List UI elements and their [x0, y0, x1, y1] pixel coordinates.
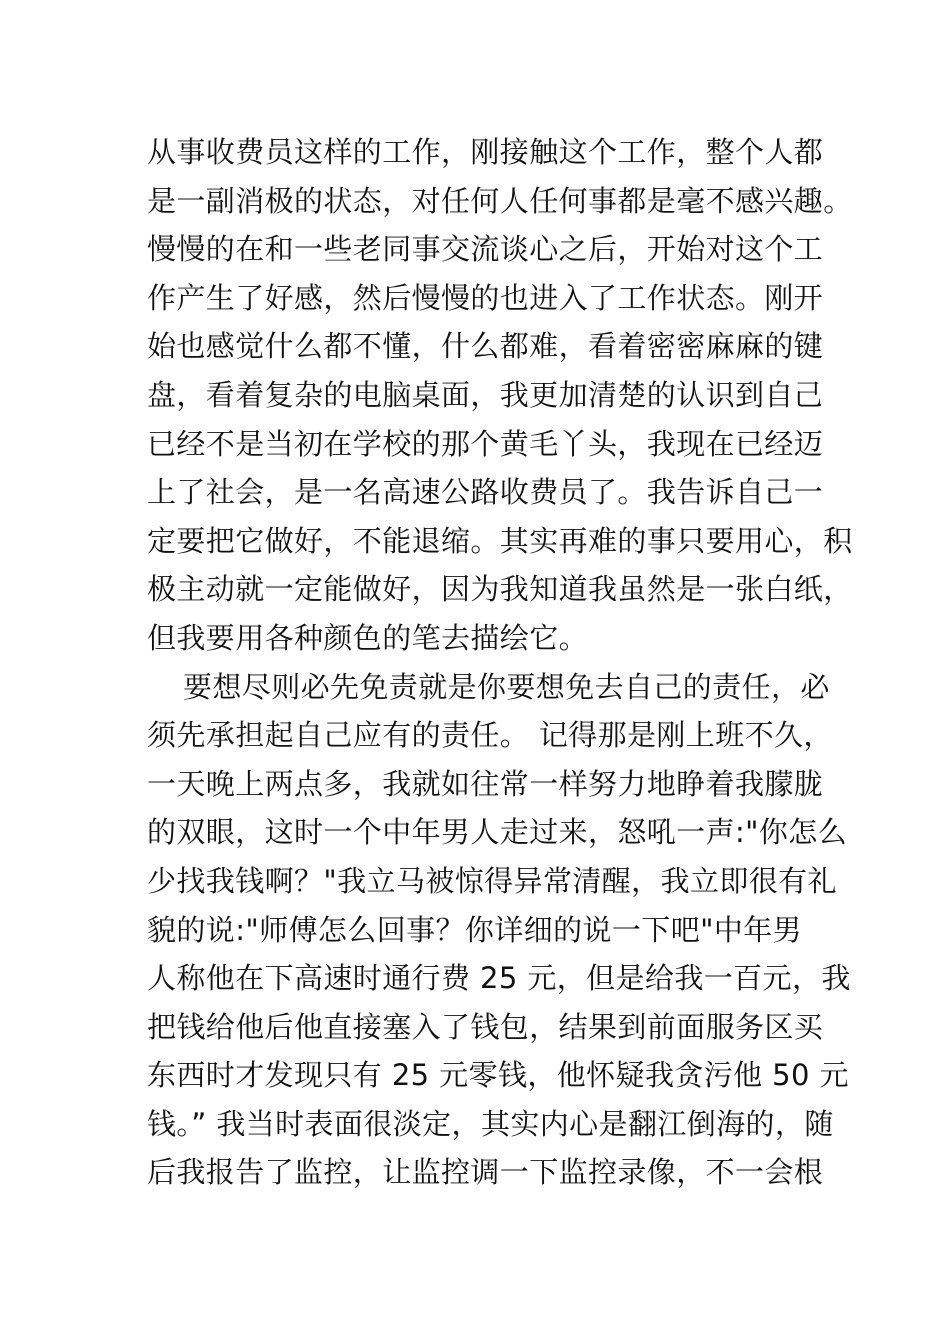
- text-line: 定要把它做好，不能退缩。其实再难的事只要用心，积: [147, 523, 853, 558]
- text-line: 须先承担起自己应有的责任。 记得那是刚上班不久，: [147, 718, 833, 753]
- text-line: 但我要用各种颜色的笔去描绘它。: [147, 620, 589, 655]
- text-line: 极主动就一定能做好，因为我知道我虽然是一张白纸，: [147, 572, 853, 607]
- text-line: 一天晚上两点多，我就如往常一样努力地睁着我朦胧: [147, 766, 824, 801]
- text-line: 已经不是当初在学校的那个黄毛丫头，我现在已经迈: [147, 426, 824, 461]
- text-line: 把钱给他后他直接塞入了钱包，结果到前面服务区买: [147, 1009, 824, 1044]
- text-line: 从事收费员这样的工作，刚接触这个工作，整个人都: [147, 135, 824, 169]
- text-line: 东西时才发现只有 25 元零钱，他怀疑我贪污他 50 元: [147, 1058, 849, 1093]
- text-line: 盘，看着复杂的电脑桌面，我更加清楚的认识到自己: [147, 377, 824, 412]
- text-line: 的双眼，这时一个中年男人走过来，怒吼一声:"你怎么: [147, 815, 848, 850]
- text-line: 作产生了好感，然后慢慢的也进入了工作状态。刚开: [147, 280, 824, 315]
- text-line: 后我报告了监控，让监控调一下监控录像，不一会根: [147, 1155, 824, 1190]
- body-text: [147, 128, 853, 1197]
- text-line: 始也感觉什么都不懂，什么都难，看着密密麻麻的键: [147, 329, 824, 364]
- text-line: 人称他在下高速时通行费 25 元，但是给我一百元，我: [147, 961, 851, 996]
- text-line: 慢慢的在和一些老同事交流谈心之后，开始对这个工: [147, 232, 824, 267]
- text-line: 少找我钱啊？"我立马被惊得异常清醒，我立即很有礼: [147, 863, 837, 898]
- paragraph-start-line: 要想尽则必先免责就是你要想免去自己的责任，必: [183, 669, 830, 704]
- text-line: 貌的说:"师傅怎么回事？你详细的说一下吧"中年男: [147, 912, 803, 947]
- text-line: 是一副消极的状态，对任何人任何事都是毫不感兴趣。: [147, 183, 853, 218]
- text-line: 钱。” 我当时表面很淡定，其实内心是翻江倒海的，随: [147, 1106, 834, 1141]
- text-line: 上了社会，是一名高速公路收费员了。我告诉自己一: [147, 475, 824, 510]
